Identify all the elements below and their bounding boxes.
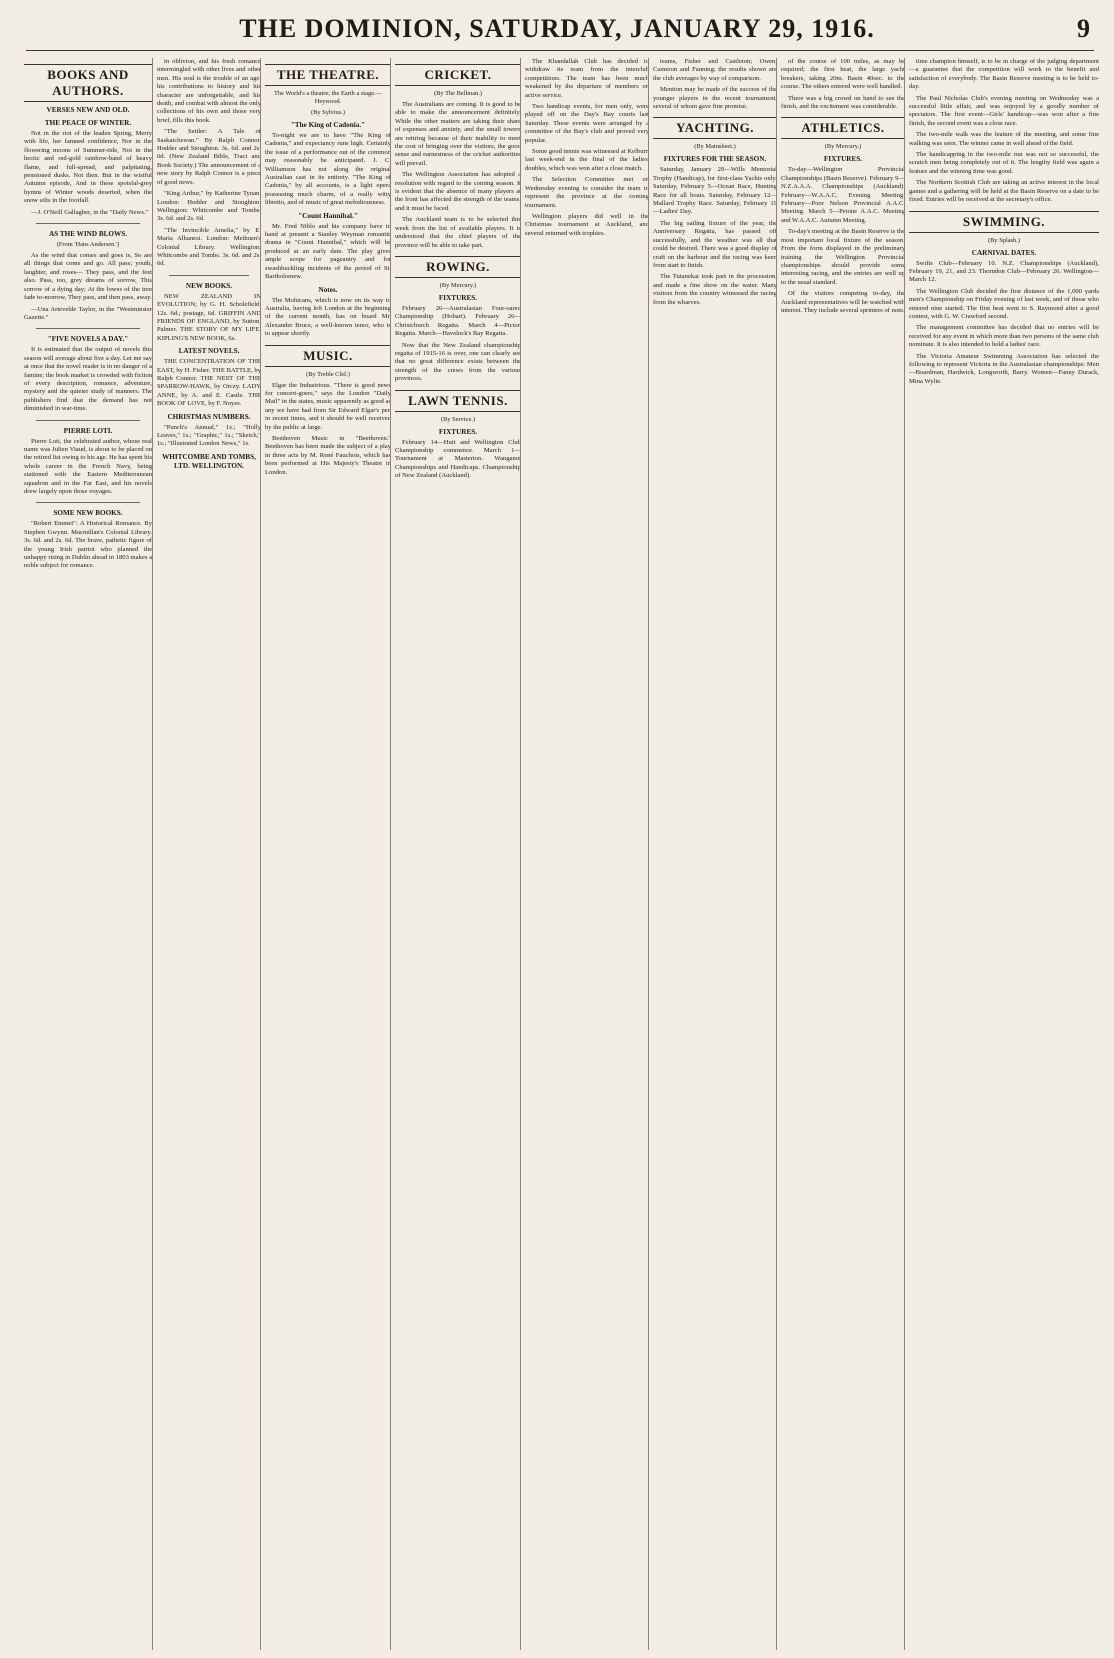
column-books-continued [152,58,261,1650]
subheading-fixtures: FIXTURES. [438,427,478,436]
article-king-of-cadonia: To-night we are to have "The King of Cadonia," and expectancy runs high. Certainly the issue of a performance out of the common may reasonably be anticipated. J. C. Williamson has not along the original Australian cast in its entirety. "The King of Cadonia," by all accounts, is a light opera possessing much charm, of a really witty libretto, and of music of great melodiousness. [265,132,391,207]
article-tennis: Two handicap events, for men only, were played off on the Day's Bay courts last Saturday. These events were arranged by a committee of the Bay's club and proved very popular. [525,103,649,144]
subheading-christmas-numbers: CHRISTMAS NUMBERS. [167,412,251,421]
list-new-books: NEW ZEALAND IN EVOLUTION; by G. H. Scholefield. 12s. 6d.; postage, 6d. GRIFFIN AND FRIENDS OF ENGLAND, by Sutton, Palmer. THE STORY OF MY LIFE. KIPLING'S NEW BOOK, 6s. [157,292,261,342]
article-cricket: The Auckland team is to be selected this week from the list of available players. It is understood that the chief players of the province will be able to take part. [395,216,521,249]
section-heading-yachting: YACHTING. [653,117,777,139]
article-text: of the course of 100 miles, as may be required; the first heat, the large yacht breakers, taking 20m. Basin 40sec. to the course. The others entered were well handled. [781,58,905,91]
divider [36,328,140,329]
theatre-byline: (By Sylvius.) [310,109,346,116]
list-christmas-numbers: "Punch's Annual," 1s.; "Holly Leaves," 1s.; "Graphic," 1s.; "Sketch," 1s.; "Illustrated London News," 1s. [157,423,261,448]
poem-peace-of-winter: Not in the riot of the leaden Spring, Merry with life, her famned confidence, Nor in the flowering moons of Summer-tide, Not in the hectic and red-gold rainbow-band of heavy flame, and full-spread, and palpitating, pensioned dusks. Not then. But in the wistful Autumn episode, And in these spotsfal-grey hymns of Winter woods deserted, when the snow sifts in the footfall. [24,130,152,205]
subheading-carnival-dates: CARNIVAL DATES. [971,248,1037,257]
article-tennis: Wellington players did well in the Christmas tournament at Auckland, and several returned with trophies. [525,212,649,237]
article-athletics: To-day's meeting at the Basin Reserve is the most important local fixture of the season. From the form displayed in the preliminary training the Wellington Provincial championships should provide some interesting racing, and the entries are well up to the usual standard. [781,228,905,286]
section-heading-lawn-tennis: LAWN TENNIS. [395,390,521,412]
article-beethoven: Beethoven Music in "Beethoven." Beethoven has been made the subject of a play in three acts by M. René Fauchois, which has been performed at His Majesty's Theatre in London. [265,434,391,476]
article-tennis: The Selection Committee met on Wednesday evening to consider the team to represent the province at the coming tournament. [525,176,649,209]
tennis-byline: (By Service.) [440,415,476,423]
rowing-byline: (By Mercury.) [439,281,477,289]
subheading-source: (From 'Hans Andersen.') [56,241,120,249]
column-theatre-music [260,58,391,1650]
section-heading-music: MUSIC. [265,345,391,367]
divider [169,275,249,276]
subheading-verses: VERSES NEW AND OLD. [46,106,130,114]
article-athletics: The Paul Nicholas Club's evening meeting on Wednesday was a successful little affair, and was enjoyed by a goodly number of spectators. The first event—Girls' handicap—was won after a fine finish, the second event was a close race. [909,94,1099,127]
masthead [0,4,1114,56]
article-yachting: The big sailing fixture of the year, the Anniversary Regatta, has passed off successfully, and the weather was all that could be desired. There was a good display of craft on the harbour and the racing was keen from start to finish. [653,219,777,269]
column-swimming [904,58,1099,1650]
section-heading-rowing: ROWING. [395,256,521,278]
article-rowing: Now that the New Zealand championship regatta of 1915-16 is over, one can clearly see that no great difference exists between the strength of the crews from the various provinces. [395,341,521,383]
subheading-yachting-fixtures: FIXTURES FOR THE SEASON. [663,155,767,164]
section-heading-athletics: ATHLETICS. [781,117,905,139]
theatre-tagline: The World's a theatre; the Earth a stage.—Heywood. [273,90,383,105]
advert-whitcombe-tombs: WHITCOMBE AND TOMBS, LTD. WELLINGTON. [162,452,256,470]
article-tennis: The Khandallah Club has decided to withdraw its team from the interclub competitions. The team has been much weakened by the departure of members on active service. [525,58,649,99]
article-swimming: The Wellington Club decided the first distance of the 1,000 yards men's Championship on Friday evening of last week, and of those who entered nine started. The first heat went to S. Raymond after a good contest, with G. W. Crawford second. [909,287,1099,320]
article-cricket: The Wellington Association has adopted a resolution with regard to the coming season. It is evident that the absence of many players at the front has affected the strength of the teams, and it must be faced. [395,171,521,212]
article-athletics: The two-mile walk was the feature of the meeting, and some fine walking was seen. The winner came in well ahead of the field. [909,131,1099,147]
article-notes: The Mohicans, which is now on its way to Australia, having left London at the beginning of the current month, has on board Mr. Alexander Bruce, a well-known tenor, who is to appear shortly. [265,296,391,338]
cricket-byline: (By The Bellman.) [434,90,482,97]
subheading-peace-of-winter: THE PEACE OF WINTER. [44,119,132,127]
yachting-fixtures: Saturday, January 29—Wills Memorial Trophy (Handicap), for first-class Yachts only. Saturday, February 5—Ocean Race, Hunting Race for all boats. Saturday, February 12—Mallard Trophy Race. Saturday, February 19—Ladies' Day. [653,166,777,216]
article-elgar: Elgar the Industrious. "There is good news for concert-goers," says the London "Daily Mail" in the states, music apparently as good as any we have had from Sir Edward Elgar's pen in recent times, and it should be well received by the public at large. [265,381,391,431]
subheading-notes: Notes. [318,285,338,294]
article-pierre-loti: Pierre Loti, the celebrated author, whose real name was Julien Viaud, is about to be placed on the retired list owing to his age. He has spent his whole career in the French Navy, being stationed with the Eastern Mediterranean squadron and in the Far East, and his novels drew largely upon those voyages. [24,437,152,495]
carnival-dates: Swifts Club—February 10. N.Z. Championships (Auckland), February 19, 21, and 23. Thorndon Club—February 26. Wellington—March 12. [909,259,1099,284]
article-text: Mention may be made of the success of the younger players in the recent tournament, several of whom gave fine promise. [653,86,777,111]
article-athletics: The Northern Scottish Club are taking an active interest in the local games and a gathering will be held at the Basin Reserve on a date to be fixed. Entries will be received at the secretary's office. [909,179,1099,204]
subheading-new-books: NEW BOOKS. [185,281,233,290]
divider [36,223,140,224]
article-athletics: Of the visitors competing to-day, the Auckland representatives will be watched with interest. They include several sprinters of note. [781,290,905,314]
section-heading-cricket: CRICKET. [395,64,521,86]
section-heading-swimming: SWIMMING. [909,211,1099,233]
yachting-byline: (By Mainsheet.) [694,143,736,151]
subheading-pierre-loti: PIERRE LOTI. [63,426,113,435]
poem-signature: —J. O'Neill Gallagher, in the "Daily News." [31,208,149,216]
article-athletics: time champion himself, is to be in charge of the judging department—a guarantee that the competition will work to the benefit and satisfaction of everybody. The Basin Reserve meeting is to be held to-day. [909,58,1099,91]
review-invincible-amelia: "The Invincible Amelia," by E. Maria Albanesi. London: Methuen's Colonial Library. Wellington: Whitcombe and Tombs. 3s. 6d. and 2s. 6d. [157,226,261,268]
swimming-byline: (By Splash.) [988,236,1020,244]
page-number: 9 [1077,14,1090,43]
article-athletics: The handicapping in the two-mile run was not so successful, the scratch men being completely out of it. The lengthy field was again a feature and the winning time was good. [909,151,1099,175]
divider [36,420,140,421]
list-latest-novels: THE CONCENTRATION OF THE EAST, by H. Fisher. THE BATTLE, by Ralph Connor. THE NEST OF THE SPARROW-HAWK, by Orczy. LADY ANNE, by A. and E. Castle. THE BOOK OF LOVE, by F. Noyes. [157,358,261,408]
athletics-byline: (By Mercury.) [824,143,862,151]
divider [36,502,140,503]
subheading-fixtures: FIXTURES. [438,293,478,302]
article-text: in oblivion, and his fresh romance intermingled with other lives and other men. His soul is the trouble of an age, his contributions to history and his character are unforgettable, and his death, and combat with almost the only collections of his own and those very brief, fills this book. [157,58,261,124]
column-tennis-continued [520,58,649,1650]
column-cricket-rowing-tennis [390,58,521,1650]
poem-wind-blows: As the wind that comes and goes is, So are all things that come and go. All pass; youth, laughter, and roses— They pass, and the feet also. Pass, too, grey dreams of sorrow, This sorrow of a dying day; At the lowes of the tree fade to-morrow, They pass, and then pass, away. [24,252,152,302]
article-swimming: The Victoria Amateur Swimming Association has selected the following to represent Victoria in the Australasian championships: Men—Boardman, Hardwick, Longworth, Barry. Women—Fanny Durack, Mina Wylie. [909,352,1099,385]
rowing-fixtures: February 26—Australasian Four-oared Championship (Hobart). February 26—Christchurch Regatta. March 4—Picton Regatta. March—Havelock's Bay Regatta. [395,304,521,338]
subheading-latest-novels: LATEST NOVELS. [178,347,240,356]
subheading-wind-blows: AS THE WIND BLOWS. [48,230,128,239]
article-swimming: The management committee has decided that no entries will be received for any event in which more than two persons of the same club nominate. It is also intended to hold a ladies' race. [909,324,1099,349]
column-athletics [776,58,905,1650]
review-king-arthur: "King Arthur," by Katherine Tynan. London: Hodder and Stoughton. Wellington: Whitcombe and Tombs. 3s. 6d. and 2s. 6d. [157,190,261,223]
section-heading-books: BOOKS AND AUTHORS. [24,64,152,102]
tennis-fixtures: February 14—Hutt and Wellington Club Championship commence. March 1—Tournament at Masterton. Wanganui Championships and Handicaps. Championship of New Zealand (Auckland). [395,438,521,480]
article-text: There was a big crowd on hand to see the finish, and the excitement was considerable. [781,94,905,111]
subheading-king-of-cadonia: "The King of Cadonia." [290,121,366,129]
column-yachting [648,58,777,1650]
article-some-new-books: "Robert Emmet": A Historical Romance. By Stephen Gwynn. Macmillan's Colonial Library. 3s. 6d. and 2s. 6d. The brave, pathetic figure of the young Irish patriot who planned the unhappy rising in Dublin ahead in 1803 makes a noble subject for romance. [24,520,152,570]
article-cricket: The Australians are coming. It is good to be able to make the announcement definitely. While the other matters are taking their share of expenses and anxiety, and the small towers are retiring because of their inability to meet the cost of bringing over the visitors, the good sense and earnestness of the cricket authorities will prevail. [395,101,521,167]
newspaper-title: THE DOMINION, SATURDAY, JANUARY 29, 1916. [239,14,875,43]
athletics-fixtures: To-day—Wellington Provincial Championships (Basin Reserve). February 9—N.Z.A.A.A. Championships (Auckland). February—W.A.A.C. Evening Meeting. February—Poor Nelson Provincial A.A.C. Meeting. March 5—Petone A.A.C. Meeting and W.A.A.C. Autumn Meeting. [781,166,905,224]
poem-signature: —Una Artevelde Taylor, in the "Westminster Gazette." [24,305,152,321]
column-books-and-authors [24,58,152,1650]
article-yachting: The Tutanekai took part in the procession, and made a fine show on the water. Many visitors from the country witnessed the racing from the wharves. [653,273,777,306]
article-tennis: Some good tennis was witnessed at Kelburn last week-end in the final of the ladies' doubles, which was won after a close match. [525,148,649,172]
subheading-count-hannibal: "Count Hannibal." [298,211,358,220]
review-the-settler: "The Settler: A Tale of Saskatchewan." By Ralph Connor. Hodder and Stoughton. 3s. 6d. and 2s. 6d. (New Zealand Bible, Tract and Book Society.) The announcement of a new story by Ralph Connor is a piece of good news. [157,128,261,186]
article-text: teams, Fisher and Castleton; Owen, Cameron and Fanning; the results shown are the club averages by way of comparison. [653,58,777,82]
section-heading-theatre: THE THEATRE. [265,64,391,86]
subheading-five-novels: "FIVE NOVELS A DAY." [47,335,129,344]
article-five-novels: It is estimated that the output of novels this season will average about five a day. Let me say at once that the novel reader is in no danger of a famine; the book market is crowded with fiction of every description, romance, adventure, mystery and the quieter study of manners. The publishers find that the demand has not diminished in war-time. [24,346,152,413]
subheading-some-new-books: SOME NEW BOOKS. [53,509,123,518]
article-count-hannibal: Mr. Fred Niblo and his company have in hand at present a Stanley Weyman romantic drama in "Count Hannibal," which will be produced at an early date. The play gives ample scope for pageantry and for swashbuckling incidents of the period of St. Bartholomew. [265,222,391,281]
subheading-athletics-fixtures: FIXTURES. [823,155,863,164]
masthead-rule [26,50,1094,51]
music-byline: (By Treble Clef.) [306,370,350,378]
